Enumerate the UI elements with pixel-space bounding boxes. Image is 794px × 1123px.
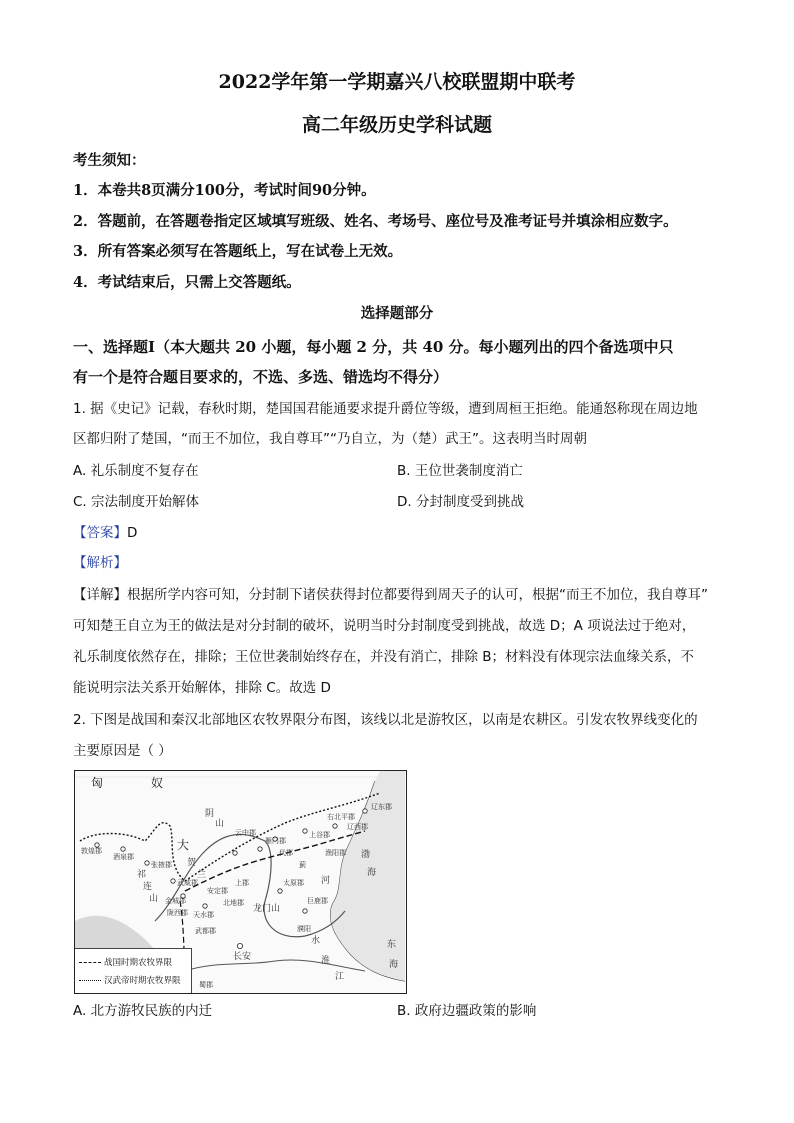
- map-label-hai: 海: [367, 868, 377, 878]
- q1-option-a: A. 礼乐制度不复存在: [73, 463, 199, 479]
- notice-item-4: 4．考试结束后，只需上交答题纸。: [73, 274, 301, 291]
- legend-han-wudi: [79, 974, 181, 986]
- q1-stem-line2: 区都归附了楚国，“而王不加位，我自尊耳”“乃自立，为（楚）武王”。这表明当时周朝: [73, 431, 587, 447]
- map-city: 代郡: [279, 849, 293, 857]
- legend-han-label: 汉武帝时期农牧界限: [104, 976, 181, 986]
- map-label-yin: 阴: [205, 809, 215, 819]
- map-city: 敦煌郡: [81, 847, 102, 855]
- map-label-changan: 长安: [233, 952, 252, 962]
- q1-stem-line1: 1. 据《史记》记载，春秋时期，楚国国君能通要求提升爵位等级，遭到周桓王拒绝。能通怒称现在周边地: [73, 401, 698, 417]
- q1-analysis-label: 【解析】: [73, 555, 127, 571]
- legend-dash-icon: [79, 962, 101, 963]
- map-city: 蜀郡: [199, 981, 213, 989]
- legend-dot-icon: [79, 980, 101, 981]
- map-label-da: 大: [177, 838, 190, 852]
- q2-stem-line2: 主要原因是（ ）: [73, 743, 172, 759]
- q2-stem-line1: 2. 下图是战国和秦汉北部地区农牧界限分布图，该线以北是游牧区，以南是农耕区。引发农牧界线变化的: [73, 712, 698, 728]
- notice-item-1: 1．本卷共8页满分100分，考试时间90分钟。: [73, 182, 376, 199]
- map-label-lan: 兰: [197, 870, 207, 880]
- map-city: 天水郡: [193, 911, 214, 919]
- map-city: 北地郡: [223, 899, 244, 907]
- map-label-bo: 渤: [361, 850, 371, 860]
- map-label-huai: 淮: [321, 956, 331, 966]
- map-city: 渔阳郡: [325, 849, 346, 857]
- map-city: 上郡: [235, 879, 249, 887]
- q2-option-b: B. 政府边疆政策的影响: [397, 1003, 537, 1019]
- map-city: 右北平郡: [327, 813, 355, 821]
- map-city: 武都郡: [195, 927, 216, 935]
- map-city: 雁门郡: [265, 837, 286, 845]
- map-label-he: 贺: [187, 858, 197, 868]
- q2-option-a: A. 北方游牧民族的内迁: [73, 1003, 213, 1019]
- notice-item-3: 3．所有答案必须写在答题纸上，写在试卷上无效。: [73, 243, 403, 260]
- map-label-shan2: 山: [149, 894, 159, 904]
- map-city: 上谷郡: [309, 831, 330, 839]
- map-label-xiong: 匈: [91, 776, 104, 790]
- map-label-hai2: 海: [389, 960, 399, 970]
- q1-option-b: B. 王位世袭制度消亡: [397, 463, 523, 479]
- map-city: 蓟: [299, 861, 306, 869]
- map-city: 辽西郡: [347, 823, 368, 831]
- map-label-shan: 山: [215, 819, 225, 829]
- notice-item-2: 2．答题前，在答题卷指定区域填写班级、姓名、考场号、座位号及准考证号并填涂相应数字。: [73, 213, 678, 230]
- map-label-lian: 连: [143, 882, 153, 892]
- map-city: 张掖郡: [151, 861, 172, 869]
- map-city: 辽东郡: [371, 803, 392, 811]
- map-city: 安定郡: [207, 887, 228, 895]
- map-city: 陇西郡: [167, 909, 188, 917]
- map-label-dong: 东: [387, 940, 397, 950]
- map-city: 酒泉郡: [113, 853, 134, 861]
- map-legend: [75, 948, 192, 993]
- map-label-jiang: 江: [335, 972, 345, 982]
- q1-answer-value: D: [127, 525, 138, 541]
- map-city: 巨鹿郡: [307, 897, 328, 905]
- farming-pastoral-boundary-map: [74, 770, 407, 994]
- q1-detail-label: 【详解】: [73, 587, 127, 603]
- q1-detail-line1: [73, 588, 708, 604]
- map-city: 太原郡: [283, 879, 304, 887]
- q1-detail-line4: 能说明宗法关系开始解体，排除 C。故选 D: [73, 680, 331, 696]
- q1-option-d: D. 分封制度受到挑战: [397, 494, 524, 510]
- map-label-river-shui: 水: [311, 936, 321, 946]
- map-city: 云中郡: [235, 829, 256, 837]
- map-label-longmenshan: 龙门山: [253, 904, 281, 914]
- map-city: 濮阳: [297, 925, 311, 933]
- q1-detail-line3: 礼乐制度依然存在，排除；王位世袭制始终存在，并没有消亡，排除 B；材料没有体现宗法血缘关系，不: [73, 649, 695, 665]
- section-intro-line1: 一、选择题Ⅰ（本大题共 20 小题，每小题 2 分，共 40 分。每小题列出的四个备选项中只: [73, 338, 674, 356]
- q1-detail-text1: 根据所学内容可知，分封制下诸侯获得封位都要得到周天子的认可，根据“而王不加位，我自尊耳”: [127, 587, 708, 603]
- han-wudi-line: [80, 793, 380, 881]
- q1-detail-line2: 可知楚王自立为王的做法是对分封制的破坏，说明当时分封制度受到挑战，故选 D；A 项说法过于绝对，: [73, 618, 696, 634]
- q1-answer: [73, 526, 137, 542]
- notice-heading: 考生须知：: [73, 152, 146, 169]
- q1-option-c: C. 宗法制度开始解体: [73, 494, 200, 510]
- map-label-nu: 奴: [151, 776, 164, 790]
- map-label-river-he: 河: [321, 876, 331, 886]
- map-city: 武威郡: [177, 879, 198, 887]
- map-yangtze-river: [185, 960, 365, 971]
- map-city: 金城郡: [165, 897, 186, 905]
- q1-answer-label: 【答案】: [73, 525, 127, 541]
- legend-warring-states: [79, 956, 172, 968]
- section-title: 选择题部分: [360, 305, 434, 322]
- map-label-qi: 祁: [137, 870, 147, 880]
- exam-title: 2022学年第一学期嘉兴八校联盟期中联考: [218, 71, 576, 93]
- section-intro-line2: 有一个是符合题目要求的，不选、多选、错选均不得分）: [73, 368, 449, 386]
- exam-subtitle: 高二年级历史学科试题: [301, 114, 492, 136]
- legend-warring-label: 战国时期农牧界限: [104, 958, 173, 968]
